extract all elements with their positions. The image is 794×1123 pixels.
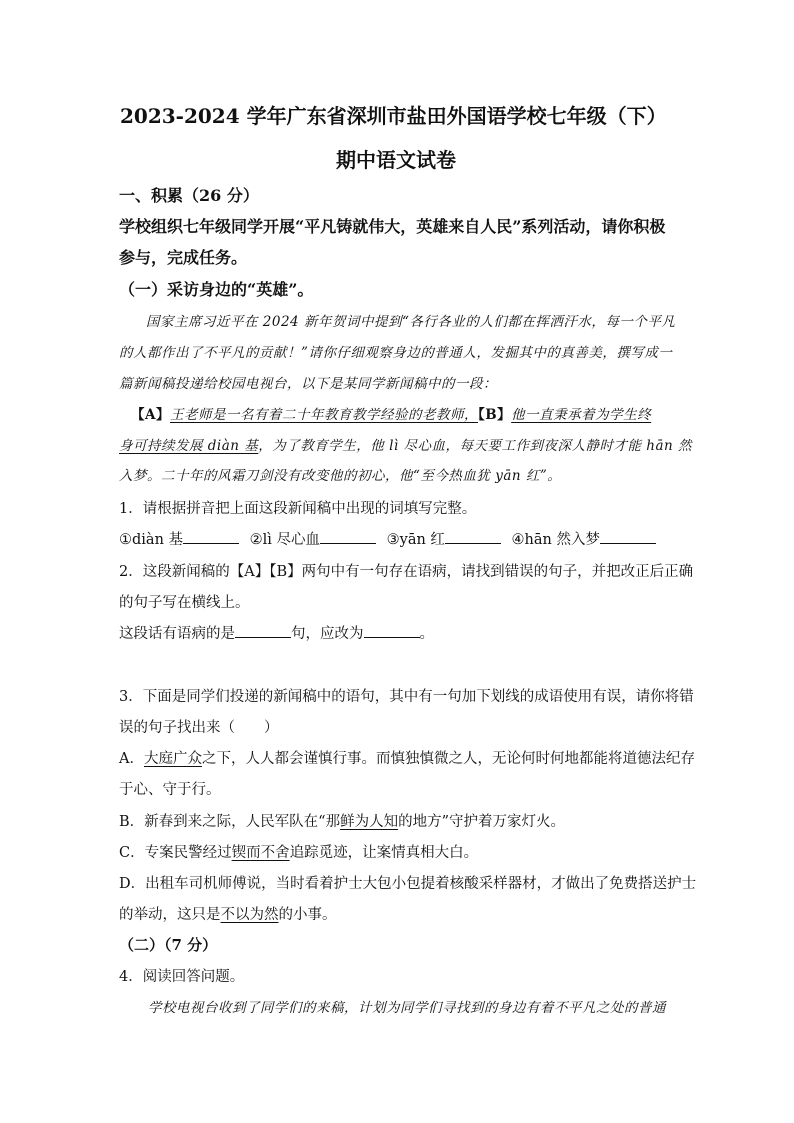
subsection-heading-2: （二）（7 分） (119, 936, 218, 954)
q1-blank-3[interactable] (445, 542, 501, 544)
sentence-b-text: 他一直秉承着为学生终 (511, 407, 652, 423)
section-intro-line1: 学校组织七年级同学开展“平凡铸就伟大，英雄来自人民”系列活动，请你积极 (119, 217, 666, 236)
passage-line5 (119, 440, 692, 454)
sentence-a-text: 王老师是一名有着二十年教育教学经验的老教师， (169, 407, 478, 423)
q1-blank-2[interactable] (320, 542, 376, 544)
q3-option-c[interactable] (119, 846, 478, 861)
q3-b-idiom: 鲜为人知 (340, 814, 399, 830)
q1-item-3: ③yān 红 (386, 532, 445, 548)
passage-line1: 国家主席习近平在 2024 新年贺词中提到“各行各业的人们都在挥洒汗水，每一个平凡 (146, 314, 676, 330)
q3-d-idiom: 不以为然 (220, 907, 279, 923)
q3-c-text: 追踪觅迹，让案情真相大白。 (289, 845, 479, 861)
question-1-stem: 1．请根据拼音把上面这段新闻稿中出现的词填写完整。 (119, 501, 477, 517)
question-4-passage-line1: 学校电视台收到了同学们的来稿，计划为同学们寻找到的身边有着不平凡之处的普通 (148, 1000, 666, 1016)
q3-option-a[interactable] (119, 752, 695, 767)
question-2-stem-line1: 2．这段新闻稿的【A】【B】两句中有一句存在语病，请找到错误的句子，并把改正后正确 (119, 564, 694, 580)
q3-c-prefix: C．专案民警经过 (119, 845, 232, 861)
sentence-a-tag: 【A】 (131, 407, 170, 423)
exam-title-line1: 2023-2024 学年广东省深圳市盐田外国语学校七年级（下） (120, 104, 667, 128)
q3-option-a-cont: 于心、守于行。 (119, 782, 221, 798)
question-1-items (119, 533, 656, 548)
q3-d-text: 的小事。 (278, 907, 337, 923)
q3-option-d[interactable]: D．出租车司机师傅说，当时看着护士大包小包提着核酸采样器材，才做出了免费搭送护士 (119, 876, 697, 892)
question-2-answer-line (119, 627, 434, 642)
sentence-b-tag: 【B】 (477, 407, 512, 423)
exam-title-line2: 期中语文试卷 (336, 148, 456, 172)
q3-a-idiom: 大庭广众 (143, 751, 202, 767)
section-heading: 一、积累（26 分） (119, 186, 259, 205)
question-2-stem-line2: 的句子写在横线上。 (119, 595, 250, 611)
q2-blank-2[interactable] (364, 636, 420, 638)
sentence-b-text-cont: 身可持续发展 diàn 基 (119, 438, 259, 454)
passage-line4 (131, 409, 651, 423)
q2-answer-end: 。 (419, 626, 434, 642)
q3-option-b[interactable] (119, 815, 565, 830)
q1-item-1: ①diàn 基 (119, 532, 184, 548)
q3-c-idiom: 锲而不舍 (231, 845, 290, 861)
passage-line6: 入梦。二十年的风霜刀剑没有改变他的初心，他“至今热血犹 yān 红”。 (119, 468, 562, 484)
q1-blank-4[interactable] (600, 542, 656, 544)
q3-a-prefix: A． (119, 751, 144, 767)
section-intro-line2: 参与，完成任务。 (119, 248, 248, 267)
q2-answer-label: 这段话有语病的是 (119, 626, 235, 642)
q1-blank-1[interactable] (183, 542, 239, 544)
q3-option-d-cont (119, 908, 337, 923)
subsection-heading-1: （一）采访身边的“英雄”。 (119, 280, 314, 299)
q3-a-text: 之下，人人都会谨慎行事。而慎独慎微之人，无论何时何地都能将道德法纪存 (201, 751, 695, 767)
passage-line2: 的人都作出了不平凡的贡献！”请你仔细观察身边的普通人，发掘其中的真善美，撰写成一 (119, 345, 673, 361)
question-3-stem-line2: 误的句子找出来（ ） (119, 720, 279, 736)
q3-b-prefix: B．新春到来之际，人民军队在“那 (119, 814, 341, 830)
q2-answer-label-2: 句，应改为 (291, 626, 364, 642)
q2-blank-1[interactable] (235, 636, 291, 638)
question-3-stem-line1: 3．下面是同学们投递的新闻稿中的语句，其中有一句加下划线的成语使用有误，请你将错 (119, 689, 694, 705)
q1-item-2: ②lì 尽心血 (249, 532, 321, 548)
passage-line3: 篇新闻稿投递给校园电视台，以下是某同学新闻稿中的一段： (119, 376, 497, 392)
q3-d-prefix: 的举动，这只是 (119, 907, 221, 923)
passage-line5-rest: ，为了教育学生，他 lì 尽心血，每天要工作到夜深人静时才能 hān 然 (258, 438, 693, 454)
q1-item-4: ④hān 然入梦 (511, 532, 600, 548)
q3-b-text: 的地方”守护着万家灯火。 (398, 814, 565, 830)
question-4-stem: 4．阅读回答问题。 (119, 969, 245, 985)
